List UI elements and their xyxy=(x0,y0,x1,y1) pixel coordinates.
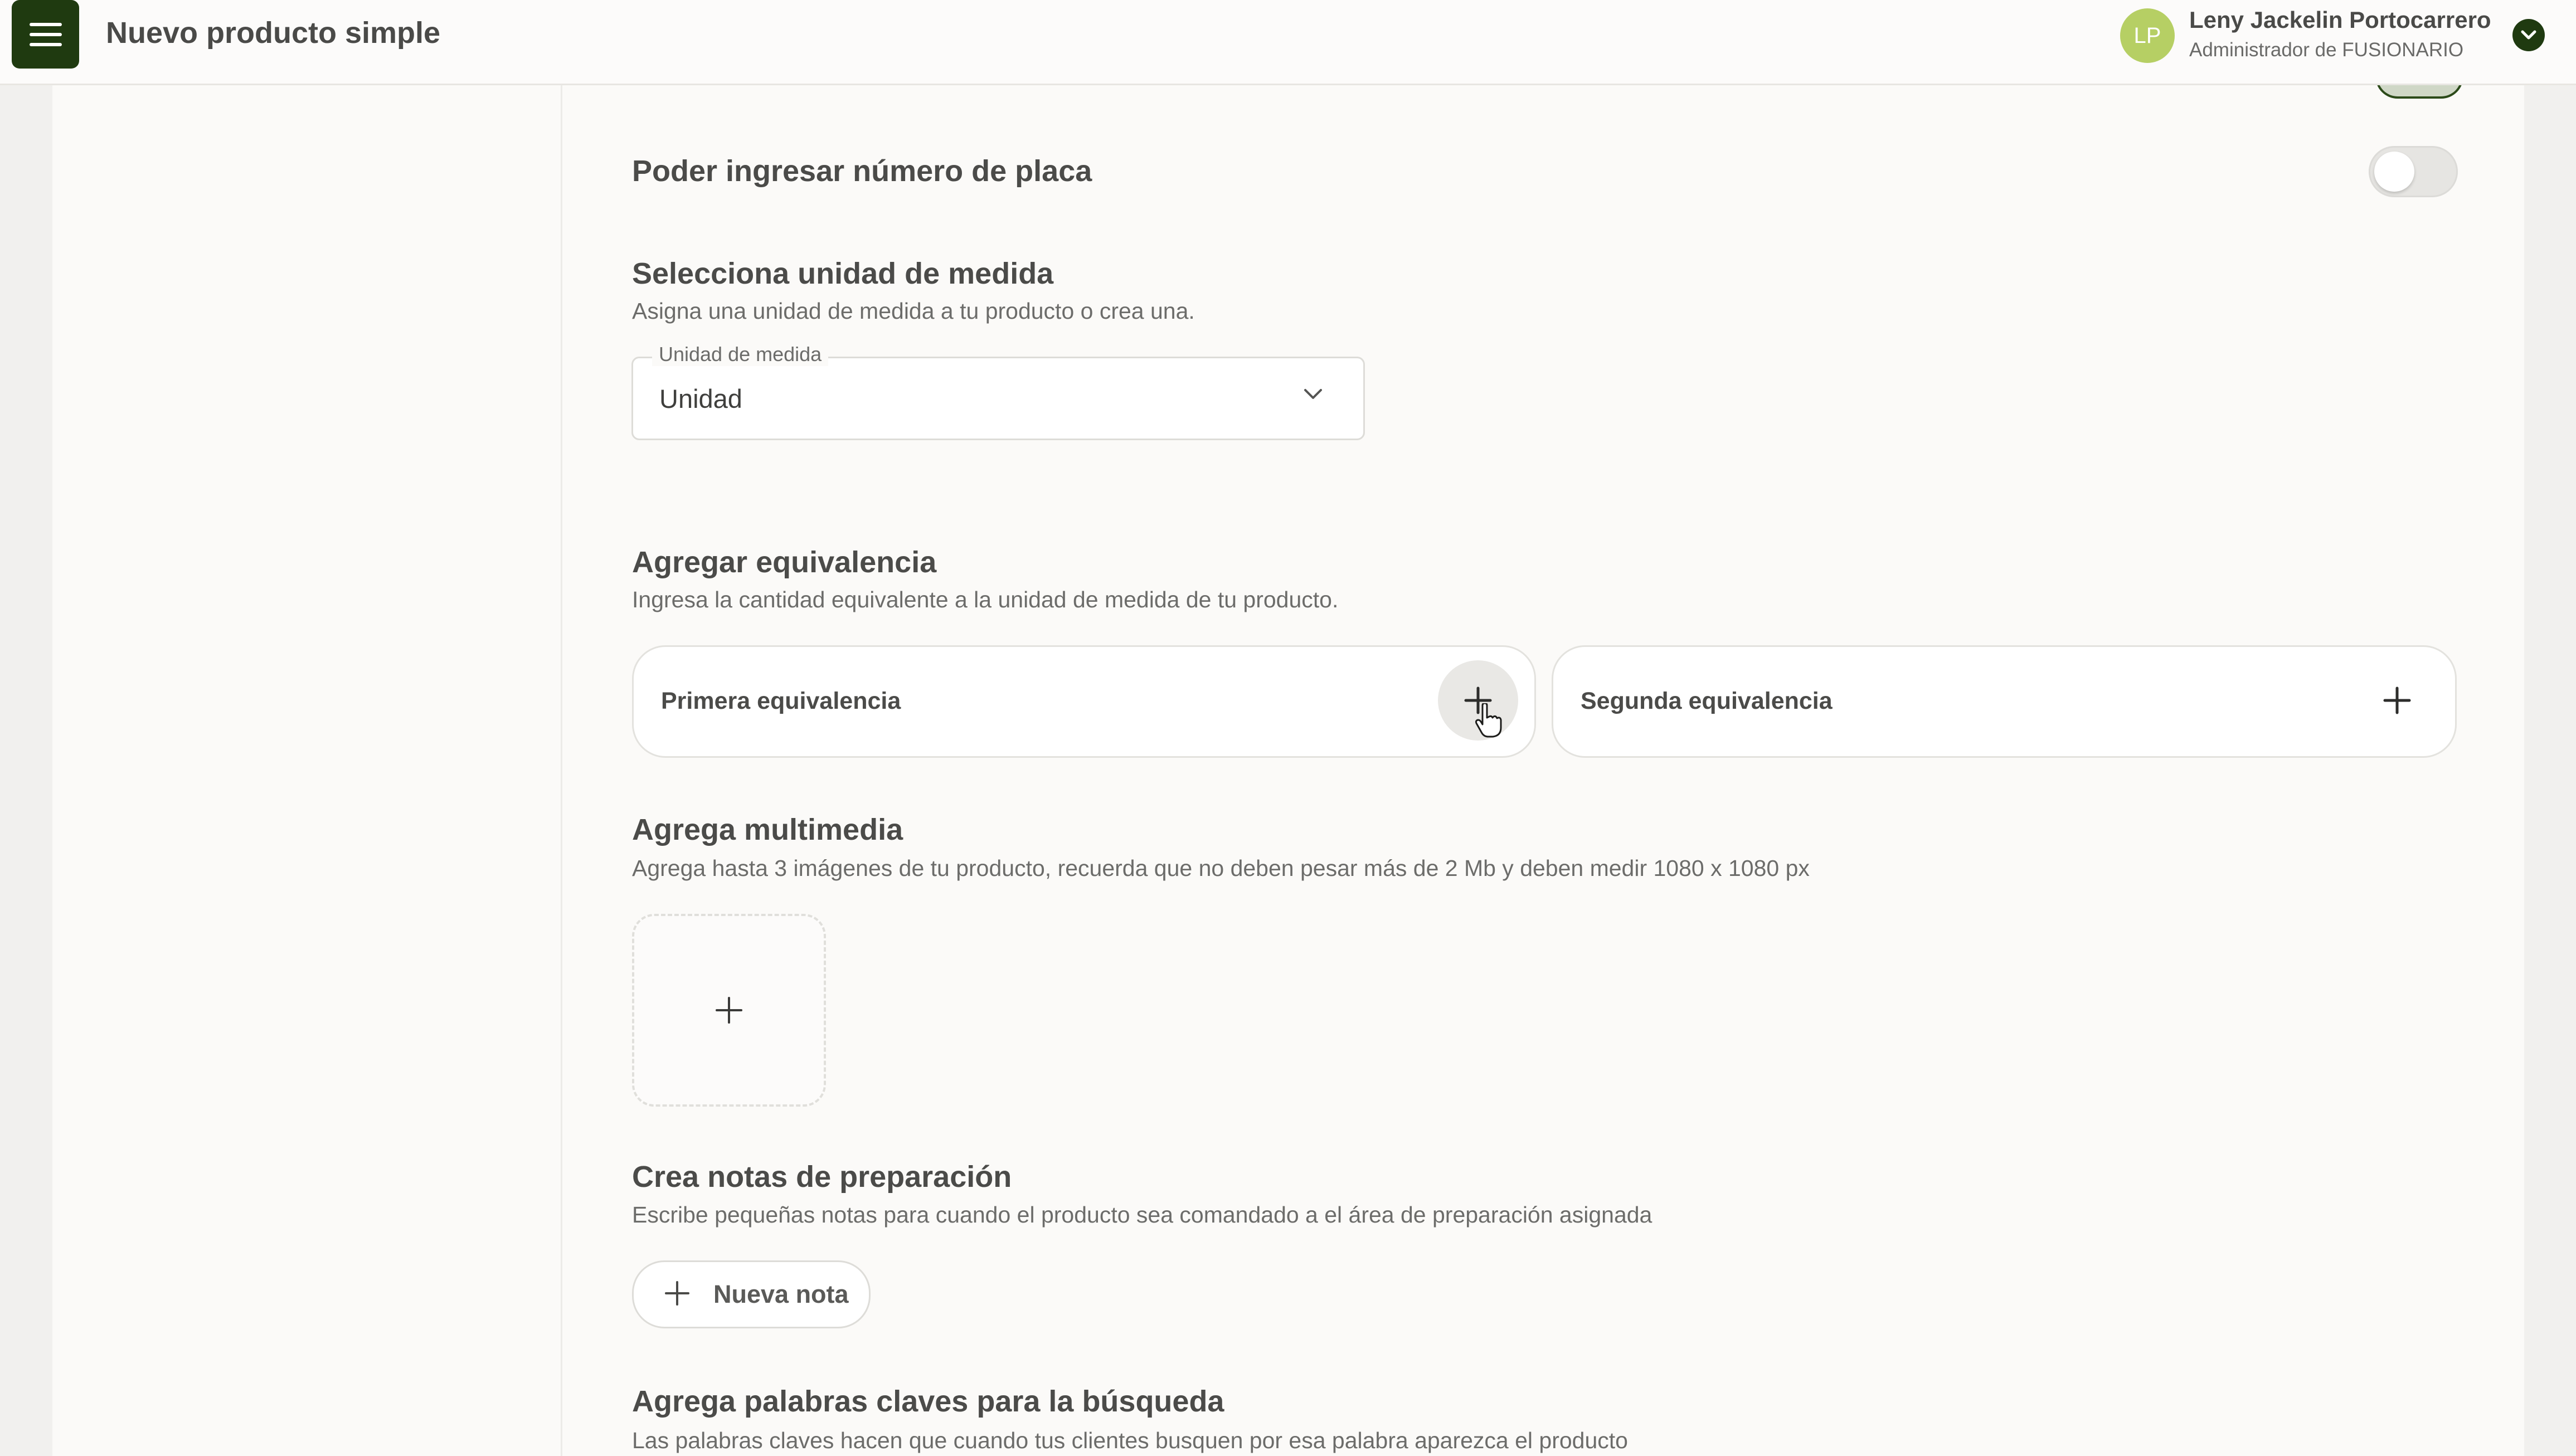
avatar[interactable]: LP xyxy=(2120,8,2175,63)
keywords-section-title: Agrega palabras claves para la búsqueda xyxy=(632,1385,1224,1418)
second-equivalence-label: Segunda equivalencia xyxy=(1581,688,1833,714)
toggle-knob xyxy=(2374,152,2414,192)
notes-section-title: Crea notas de preparación xyxy=(632,1160,1012,1194)
unit-select-value: Unidad xyxy=(659,384,742,413)
media-section-title: Agrega multimedia xyxy=(632,813,903,846)
hamburger-menu-icon xyxy=(28,21,63,48)
left-panel xyxy=(52,84,562,1456)
media-section-subtitle: Agrega hasta 3 imágenes de tu producto, recuerda que no deben pesar más de 2 Mb y deben medir 1080 x 1080 px xyxy=(632,855,1810,881)
notes-section-subtitle: Escribe pequeñas notas para cuando el producto sea comandado a el área de preparación asignada xyxy=(632,1202,1652,1228)
plate-number-toggle[interactable] xyxy=(2369,146,2458,197)
menu-button[interactable] xyxy=(12,0,79,69)
chevron-down-icon xyxy=(1302,386,1324,402)
add-image-button[interactable] xyxy=(632,914,826,1107)
unit-select-label: Unidad de medida xyxy=(652,343,828,366)
equivalence-section-subtitle: Ingresa la cantidad equivalente a la unidad de medida de tu producto. xyxy=(632,587,1339,612)
new-note-label: Nueva nota xyxy=(713,1280,849,1308)
equivalence-section-title: Agregar equivalencia xyxy=(632,546,937,579)
user-name: Leny Jackelin Portocarrero xyxy=(2189,7,2491,33)
top-bar xyxy=(0,0,2576,85)
plus-icon xyxy=(664,1280,690,1306)
page-title: Nuevo producto simple xyxy=(106,16,441,50)
first-equivalence-label: Primera equivalencia xyxy=(661,688,901,714)
user-role: Administrador de FUSIONARIO xyxy=(2189,39,2464,61)
unit-section-subtitle: Asigna una unidad de medida a tu producto o crea una. xyxy=(632,298,1195,324)
pointer-cursor-icon xyxy=(1475,703,1503,738)
plus-icon xyxy=(715,996,743,1024)
add-second-equivalence-button[interactable] xyxy=(2383,686,2411,714)
user-menu-button[interactable] xyxy=(2512,19,2545,51)
keywords-section-subtitle: Las palabras claves hacen que cuando tus clientes busquen por esa palabra aparezca el producto xyxy=(632,1428,1628,1453)
chevron-down-icon xyxy=(2520,30,2537,41)
plate-number-title: Poder ingresar número de placa xyxy=(632,154,1092,188)
unit-section-title: Selecciona unidad de medida xyxy=(632,257,1054,290)
